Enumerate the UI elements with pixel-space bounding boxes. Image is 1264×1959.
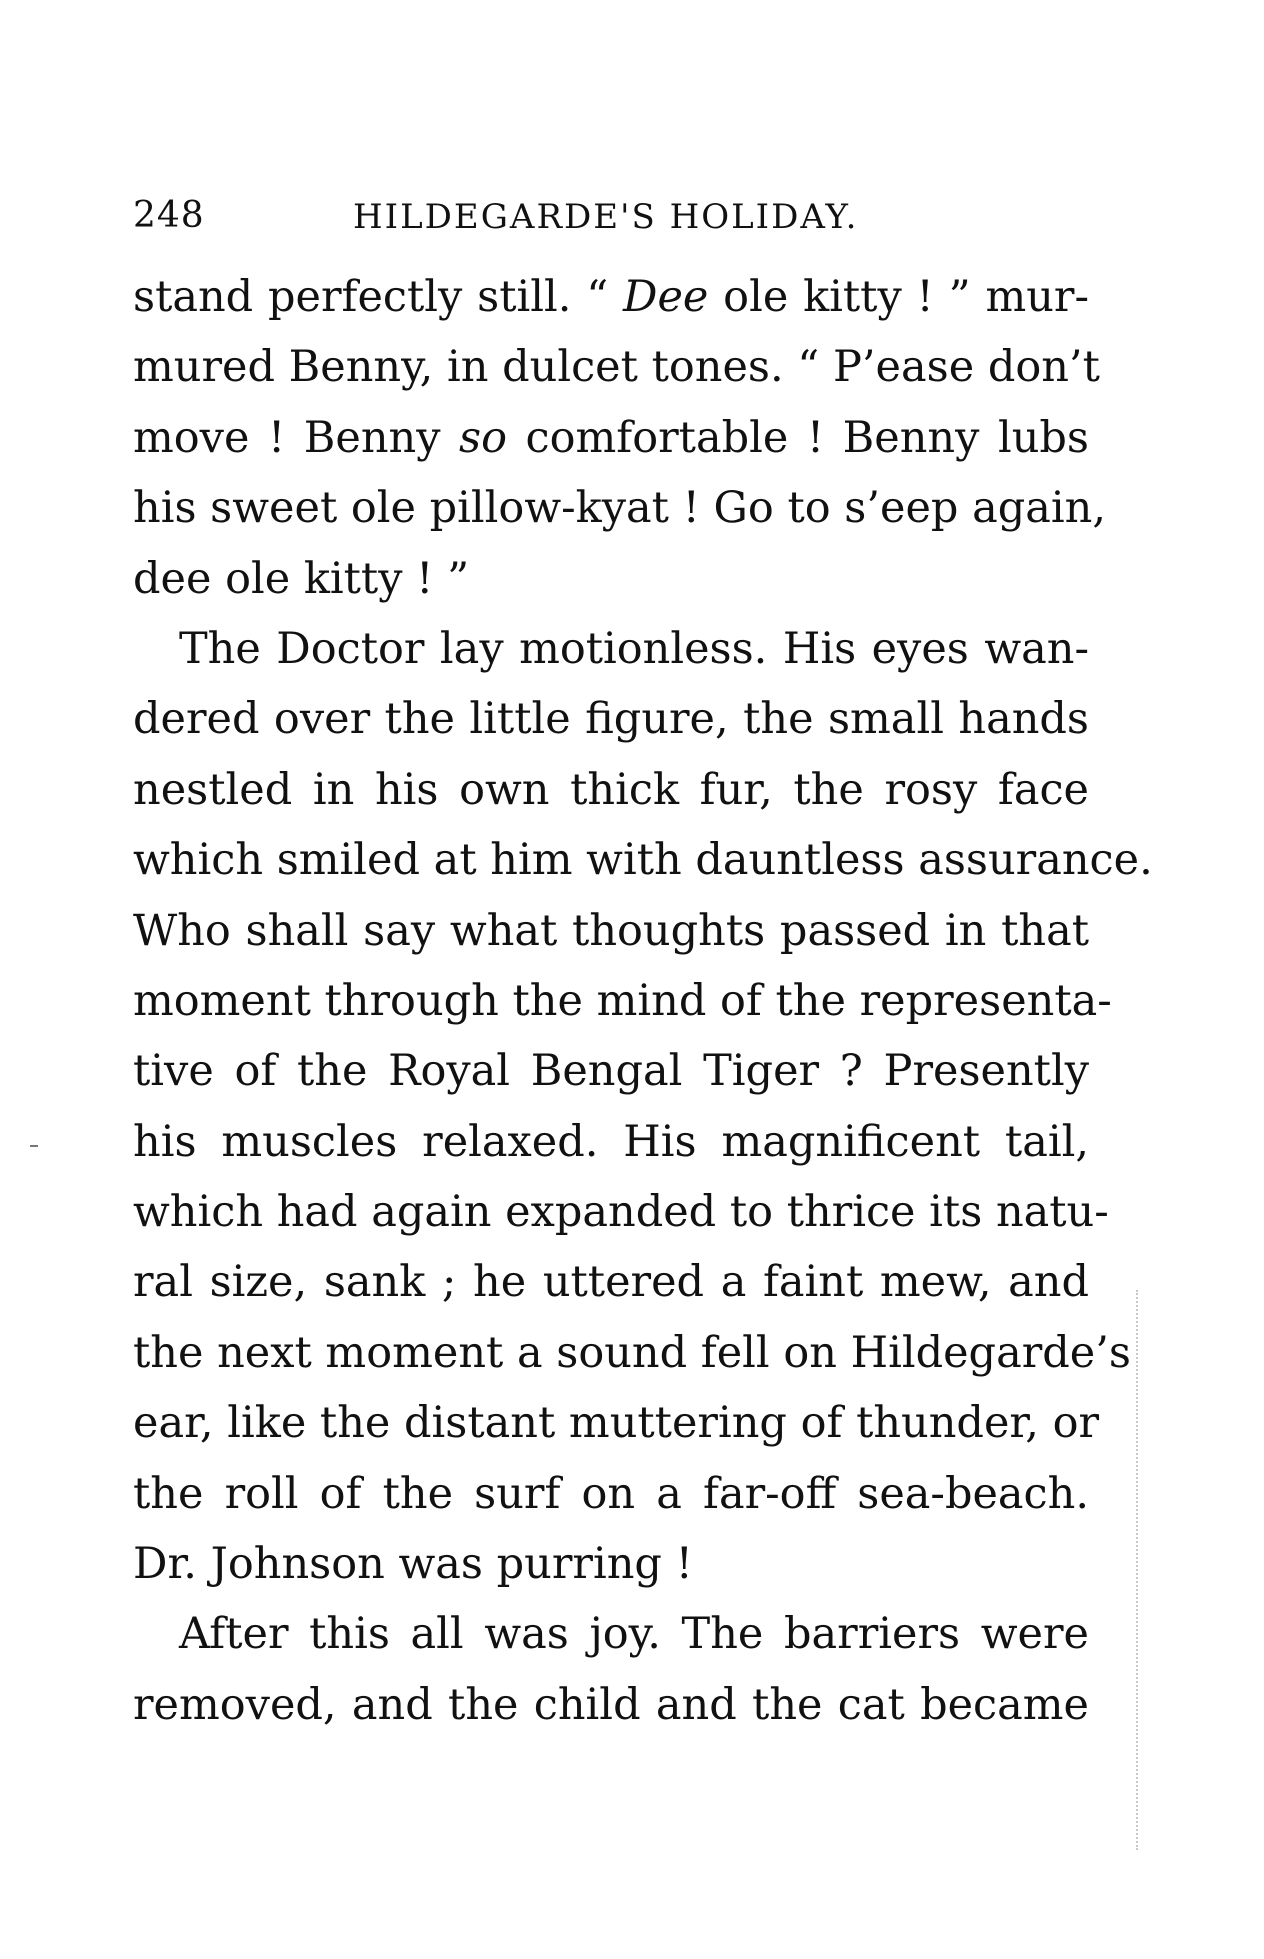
text-line: ral size, sank ; he uttered a faint mew, and [133, 1257, 1089, 1308]
text-line: stand perfectly still. “ Dee ole kitty ! ” mur- [133, 272, 1089, 322]
page-header [133, 195, 1093, 245]
running-title: HILDEGARDE'S HOLIDAY. [353, 197, 859, 237]
text-line: his sweet ole pillow-kyat ! Go to s’eep again, [133, 483, 1107, 534]
text-line: dered over the little figure, the small hands [133, 694, 1089, 745]
page-number: 248 [133, 195, 205, 236]
text-line: which had again expanded to thrice its natu- [133, 1187, 1109, 1238]
paragraph-start-line: After this all was joy. The barriers were [179, 1609, 1089, 1660]
text-line: tive of the Royal Bengal Tiger ? Presently [133, 1046, 1089, 1097]
text-line: ear, like the distant muttering of thunder, or [133, 1398, 1100, 1449]
text-line: nestled in his own thick fur, the rosy face [133, 764, 1089, 815]
text-line: which smiled at him with dauntless assurance. [133, 835, 1153, 886]
text-line: mured Benny, in dulcet tones. “ P’ease don’t [133, 342, 1100, 393]
text-line: dee ole kitty ! ” [133, 553, 470, 604]
scan-margin-artifact [1136, 1290, 1142, 1850]
text-line: move ! Benny so comfortable ! Benny lubs [133, 412, 1089, 463]
text-line: Who shall say what thoughts passed in that [133, 905, 1089, 956]
body-text [133, 262, 1153, 1740]
text-line: the next moment a sound fell on Hildegarde’s [133, 1327, 1131, 1378]
text-line: removed, and the child and the cat became [133, 1679, 1089, 1730]
text-line: the roll of the surf on a far-off sea-beach. [133, 1468, 1089, 1519]
scan-margin-mark [30, 1145, 38, 1147]
text-line: his muscles relaxed. His magnificent tail, [133, 1116, 1089, 1167]
paragraph-start-line: The Doctor lay motionless. His eyes wan- [179, 623, 1089, 674]
text-line: Dr. Johnson was purring ! [133, 1539, 693, 1590]
text-line: moment through the mind of the representa- [133, 975, 1112, 1026]
